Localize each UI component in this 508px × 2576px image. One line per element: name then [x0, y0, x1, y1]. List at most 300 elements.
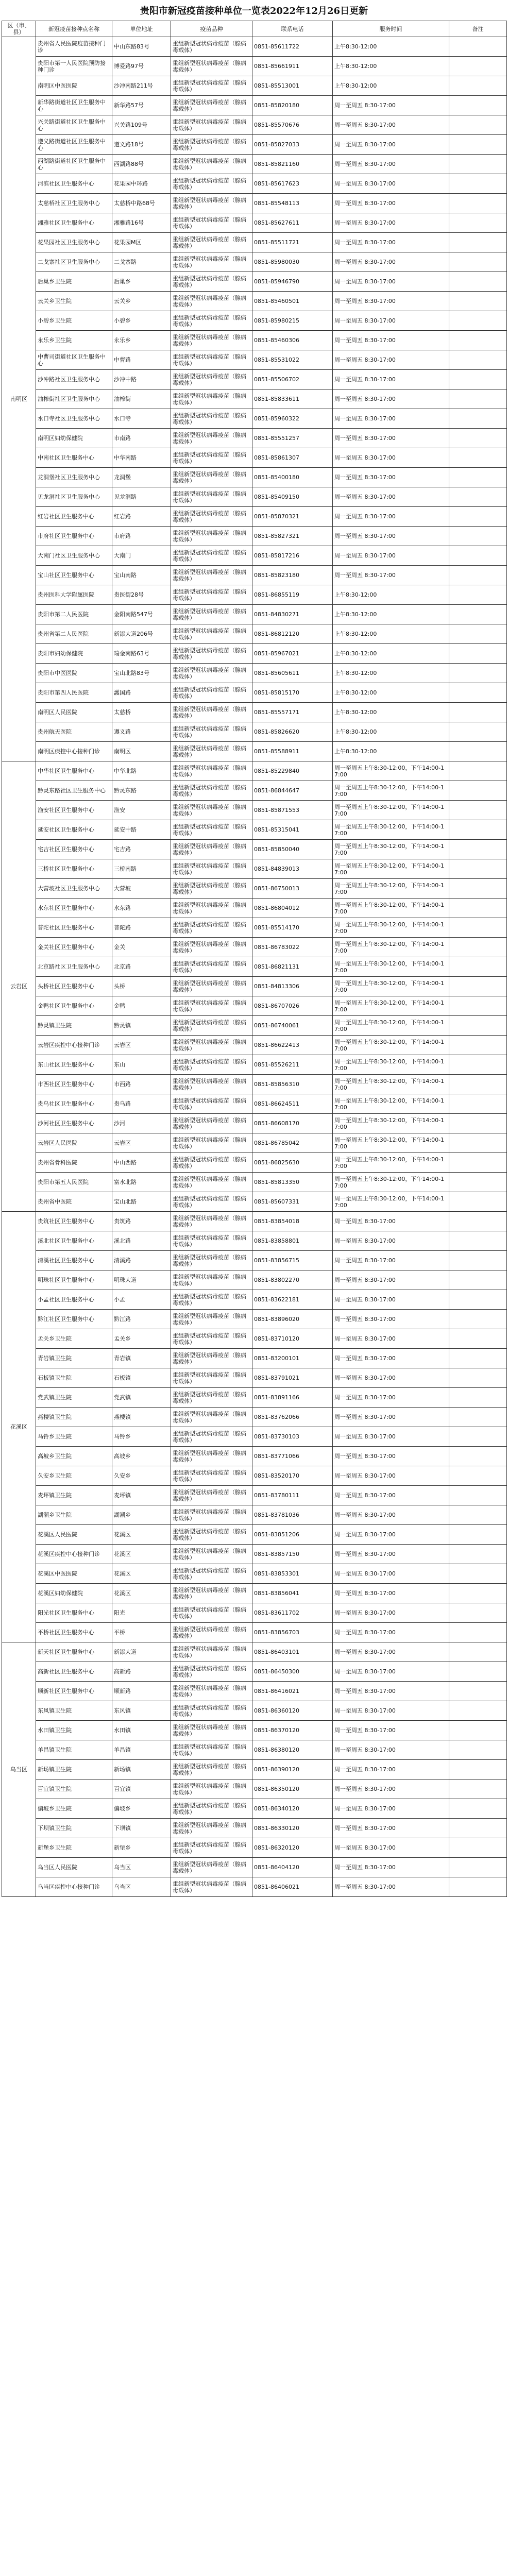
service-time-cell: 周一至周五 8:30-17:00: [333, 1682, 449, 1701]
phone-cell: 0851-83857150: [252, 1545, 333, 1564]
address-cell: 贵乌路: [112, 1094, 171, 1114]
table-row: [2, 370, 507, 389]
phone-cell: 0851-84830271: [252, 605, 333, 624]
address-cell: 红岩路: [112, 507, 171, 527]
vaccine-cell: 重组新型冠状病毒疫苗（腺病毒载体）: [171, 840, 252, 859]
phone-cell: 0851-85815170: [252, 683, 333, 703]
address-cell: 东风镇: [112, 1701, 171, 1721]
table-row: [2, 389, 507, 409]
address-cell: 渔安: [112, 801, 171, 820]
vaccine-cell: 重组新型冠状病毒疫苗（腺病毒载体）: [171, 1780, 252, 1799]
vaccine-cell: 重组新型冠状病毒疫苗（腺病毒载体）: [171, 448, 252, 468]
site-name-cell: 贵州省骨科医院: [36, 1153, 112, 1173]
address-cell: 三桥南路: [112, 859, 171, 879]
vaccine-cell: 重组新型冠状病毒疫苗（腺病毒载体）: [171, 1173, 252, 1192]
site-name-cell: 西湖路街道社区卫生服务中心: [36, 155, 112, 174]
table-row: [2, 1505, 507, 1525]
service-time-cell: 周一至周五上午8:30-12:00，下午14:00-17:00: [333, 957, 449, 977]
note-cell: [449, 1701, 507, 1721]
site-name-cell: 麦坪镇卫生院: [36, 1486, 112, 1505]
address-cell: 護国路: [112, 683, 171, 703]
vaccine-cell: 重组新型冠状病毒疫苗（腺病毒载体）: [171, 468, 252, 487]
header-phone: 联系电话: [252, 21, 333, 37]
phone-cell: 0851-85967021: [252, 644, 333, 664]
site-name-cell: 贵阳市第二人民医院: [36, 605, 112, 624]
vaccine-cell: 重组新型冠状病毒疫苗（腺病毒载体）: [171, 174, 252, 194]
table-row: [2, 859, 507, 879]
site-name-cell: 明珠社区卫生服务中心: [36, 1270, 112, 1290]
service-time-cell: 周一至周五上午8:30-12:00，下午14:00-17:00: [333, 879, 449, 899]
note-cell: [449, 1368, 507, 1388]
site-name-cell: 南明区人民医院: [36, 703, 112, 722]
vaccine-cell: 重组新型冠状病毒疫苗（腺病毒载体）: [171, 1838, 252, 1858]
address-cell: 南明区: [112, 742, 171, 761]
vaccine-cell: 重组新型冠状病毒疫苗（腺病毒载体）: [171, 389, 252, 409]
vaccine-cell: 重组新型冠状病毒疫苗（腺病毒载体）: [171, 605, 252, 624]
site-name-cell: 黔灵东路社区卫生服务中心: [36, 781, 112, 801]
note-cell: [449, 1525, 507, 1545]
address-cell: 新华路57号: [112, 96, 171, 115]
table-row: [2, 1133, 507, 1153]
phone-cell: 0851-83856715: [252, 1251, 333, 1270]
phone-cell: 0851-85531022: [252, 350, 333, 370]
site-name-cell: 贵阳市第四人民医院: [36, 683, 112, 703]
vaccine-cell: 重组新型冠状病毒疫苗（腺病毒载体）: [171, 1662, 252, 1682]
site-name-cell: 偏坡乡卫生院: [36, 1799, 112, 1819]
note-cell: [449, 1662, 507, 1682]
note-cell: [449, 1388, 507, 1408]
note-cell: [449, 1094, 507, 1114]
note-cell: [449, 389, 507, 409]
service-time-cell: 周一至周五上午8:30-12:00，下午14:00-17:00: [333, 977, 449, 996]
address-cell: 遵义路: [112, 722, 171, 742]
phone-cell: 0851-85870321: [252, 507, 333, 527]
service-time-cell: 周一至周五 8:30-17:00: [333, 1368, 449, 1388]
service-time-cell: 周一至周五 8:30-17:00: [333, 1349, 449, 1368]
table-row: [2, 174, 507, 194]
table-row: [2, 605, 507, 624]
service-time-cell: 周一至周五 8:30-17:00: [333, 1858, 449, 1877]
site-name-cell: 马铃乡卫生院: [36, 1427, 112, 1447]
vaccine-cell: 重组新型冠状病毒疫苗（腺病毒载体）: [171, 1545, 252, 1564]
phone-cell: 0851-86750013: [252, 879, 333, 899]
phone-cell: 0851-85817216: [252, 546, 333, 566]
vaccine-cell: 重组新型冠状病毒疫苗（腺病毒载体）: [171, 370, 252, 389]
district-cell: 云岩区: [2, 761, 36, 1212]
address-cell: 湖潮乡: [112, 1505, 171, 1525]
table-row: [2, 252, 507, 272]
table-row: [2, 1701, 507, 1721]
table-row: [2, 272, 507, 292]
vaccine-cell: 重组新型冠状病毒疫苗（腺病毒载体）: [171, 957, 252, 977]
phone-cell: 0851-85980215: [252, 311, 333, 331]
table-row: [2, 1584, 507, 1603]
table-row: [2, 1388, 507, 1408]
address-cell: 花果园M区: [112, 233, 171, 252]
note-cell: [449, 135, 507, 155]
note-cell: [449, 409, 507, 429]
site-name-cell: 花果园社区卫生服务中心: [36, 233, 112, 252]
table-row: [2, 1780, 507, 1799]
service-time-cell: 周一至周五 8:30-17:00: [333, 1212, 449, 1231]
table-row: [2, 585, 507, 605]
address-cell: 明珠大道: [112, 1270, 171, 1290]
address-cell: 沙冲中路: [112, 370, 171, 389]
table-row: [2, 1447, 507, 1466]
phone-cell: 0851-86340120: [252, 1799, 333, 1819]
note-cell: [449, 605, 507, 624]
table-row: [2, 292, 507, 311]
vaccine-cell: 重组新型冠状病毒疫苗（腺病毒载体）: [171, 703, 252, 722]
address-cell: 黔江路: [112, 1310, 171, 1329]
note-cell: [449, 624, 507, 644]
table-row: [2, 1721, 507, 1740]
service-time-cell: 周一至周五 8:30-17:00: [333, 429, 449, 448]
vaccine-cell: 重组新型冠状病毒疫苗（腺病毒载体）: [171, 546, 252, 566]
vaccine-cell: 重组新型冠状病毒疫苗（腺病毒载体）: [171, 1819, 252, 1838]
service-time-cell: 周一至周五 8:30-17:00: [333, 135, 449, 155]
note-cell: [449, 957, 507, 977]
address-cell: 阳光: [112, 1603, 171, 1623]
table-row: [2, 1408, 507, 1427]
vaccine-cell: 重组新型冠状病毒疫苗（腺病毒载体）: [171, 1740, 252, 1760]
address-cell: 中曹路: [112, 350, 171, 370]
table-row: [2, 1251, 507, 1270]
phone-cell: 0851-85661911: [252, 57, 333, 76]
phone-cell: 0851-85400180: [252, 468, 333, 487]
site-name-cell: 金鸭社区卫生服务中心: [36, 996, 112, 1016]
vaccine-cell: 重组新型冠状病毒疫苗（腺病毒载体）: [171, 252, 252, 272]
service-time-cell: 周一至周五 8:30-17:00: [333, 252, 449, 272]
phone-cell: 0851-86380120: [252, 1740, 333, 1760]
site-name-cell: 河滨社区卫生服务中心: [36, 174, 112, 194]
service-time-cell: 周一至周五上午8:30-12:00，下午14:00-17:00: [333, 801, 449, 820]
phone-cell: 0851-85511721: [252, 233, 333, 252]
service-time-cell: 周一至周五上午8:30-12:00，下午14:00-17:00: [333, 938, 449, 957]
site-name-cell: 沙冲路社区卫生服务中心: [36, 370, 112, 389]
vaccine-cell: 重组新型冠状病毒疫苗（腺病毒载体）: [171, 781, 252, 801]
vaccine-cell: 重组新型冠状病毒疫苗（腺病毒载体）: [171, 1036, 252, 1055]
address-cell: 金关: [112, 938, 171, 957]
note-cell: [449, 487, 507, 507]
vaccine-cell: 重组新型冠状病毒疫苗（腺病毒载体）: [171, 1525, 252, 1545]
note-cell: [449, 722, 507, 742]
table-row: [2, 1192, 507, 1212]
service-time-cell: 上午8:30-12:00: [333, 664, 449, 683]
phone-cell: 0851-83896020: [252, 1310, 333, 1329]
address-cell: 市南路: [112, 429, 171, 448]
phone-cell: 0851-83762066: [252, 1408, 333, 1427]
table-row: [2, 194, 507, 213]
site-name-cell: 清溪社区卫生服务中心: [36, 1251, 112, 1270]
note-cell: [449, 1075, 507, 1094]
site-name-cell: 黔江社区卫生服务中心: [36, 1310, 112, 1329]
address-cell: 黔灵东路: [112, 781, 171, 801]
phone-cell: 0851-85820180: [252, 96, 333, 115]
vaccine-cell: 重组新型冠状病毒疫苗（腺病毒载体）: [171, 115, 252, 135]
site-name-cell: 下坝镇卫生院: [36, 1819, 112, 1838]
address-cell: 羊昌镇: [112, 1740, 171, 1760]
note-cell: [449, 1212, 507, 1231]
note-cell: [449, 429, 507, 448]
site-name-cell: 渔安社区卫生服务中心: [36, 801, 112, 820]
vaccine-cell: 重组新型冠状病毒疫苗（腺病毒载体）: [171, 879, 252, 899]
service-time-cell: 周一至周五 8:30-17:00: [333, 331, 449, 350]
service-time-cell: 周一至周五上午8:30-12:00，下午14:00-17:00: [333, 1094, 449, 1114]
table-row: [2, 96, 507, 115]
vaccine-cell: 重组新型冠状病毒疫苗（腺病毒载体）: [171, 918, 252, 938]
address-cell: 湘雅路16号: [112, 213, 171, 233]
phone-cell: 0851-83771066: [252, 1447, 333, 1466]
phone-cell: 0851-86608170: [252, 1114, 333, 1133]
service-time-cell: 周一至周五 8:30-17:00: [333, 350, 449, 370]
table-row: [2, 879, 507, 899]
phone-cell: 0851-86406021: [252, 1877, 333, 1897]
phone-cell: 0851-85617623: [252, 174, 333, 194]
table-row: [2, 820, 507, 840]
service-time-cell: 周一至周五 8:30-17:00: [333, 1780, 449, 1799]
phone-cell: 0851-85827033: [252, 135, 333, 155]
note-cell: [449, 899, 507, 918]
service-time-cell: 周一至周五上午8:30-12:00，下午14:00-17:00: [333, 1055, 449, 1075]
service-time-cell: 周一至周五 8:30-17:00: [333, 1819, 449, 1838]
table-row: [2, 527, 507, 546]
site-name-cell: 中曹司街道社区卫生服务中心: [36, 350, 112, 370]
vaccine-cell: 重组新型冠状病毒疫苗（腺病毒载体）: [171, 1858, 252, 1877]
address-cell: 市西路: [112, 1075, 171, 1094]
table-row: [2, 76, 507, 96]
note-cell: [449, 1780, 507, 1799]
site-name-cell: 湘雅社区卫生服务中心: [36, 213, 112, 233]
note-cell: [449, 1329, 507, 1349]
table-row: [2, 311, 507, 331]
site-name-cell: 湖潮乡卫生院: [36, 1505, 112, 1525]
address-cell: 小碧乡: [112, 311, 171, 331]
address-cell: 青岩镇: [112, 1349, 171, 1368]
service-time-cell: 周一至周五 8:30-17:00: [333, 1545, 449, 1564]
table-row: [2, 1094, 507, 1114]
service-time-cell: 周一至周五 8:30-17:00: [333, 1877, 449, 1897]
service-time-cell: 周一至周五 8:30-17:00: [333, 409, 449, 429]
phone-cell: 0851-85861307: [252, 448, 333, 468]
table-row: [2, 1858, 507, 1877]
address-cell: 麦坪镇: [112, 1486, 171, 1505]
vaccine-cell: 重组新型冠状病毒疫苗（腺病毒载体）: [171, 429, 252, 448]
phone-cell: 0851-83730103: [252, 1427, 333, 1447]
site-name-cell: 南明区中医医院: [36, 76, 112, 96]
table-row: [2, 1036, 507, 1055]
note-cell: [449, 174, 507, 194]
site-name-cell: 南明区妇幼保健院: [36, 429, 112, 448]
service-time-cell: 周一至周五 8:30-17:00: [333, 1466, 449, 1486]
phone-cell: 0851-86450300: [252, 1662, 333, 1682]
vaccine-cell: 重组新型冠状病毒疫苗（腺病毒载体）: [171, 1486, 252, 1505]
phone-cell: 0851-85315041: [252, 820, 333, 840]
vaccine-cell: 重组新型冠状病毒疫苗（腺病毒载体）: [171, 996, 252, 1016]
phone-cell: 0851-85611722: [252, 37, 333, 57]
vaccine-cell: 重组新型冠状病毒疫苗（腺病毒载体）: [171, 722, 252, 742]
table-row: [2, 429, 507, 448]
table-row: [2, 57, 507, 76]
vaccine-cell: 重组新型冠状病毒疫苗（腺病毒载体）: [171, 859, 252, 879]
phone-cell: 0851-85460306: [252, 331, 333, 350]
site-name-cell: 贵阳市妇幼保健院: [36, 644, 112, 664]
vaccine-cell: 重组新型冠状病毒疫苗（腺病毒载体）: [171, 76, 252, 96]
vaccine-cell: 重组新型冠状病毒疫苗（腺病毒载体）: [171, 213, 252, 233]
note-cell: [449, 311, 507, 331]
note-cell: [449, 350, 507, 370]
address-cell: 乌当区: [112, 1877, 171, 1897]
site-name-cell: 花溪区人民医院: [36, 1525, 112, 1545]
site-name-cell: 油榨街社区卫生服务中心: [36, 389, 112, 409]
address-cell: 顺新路: [112, 1682, 171, 1701]
phone-cell: 0851-85856310: [252, 1075, 333, 1094]
site-name-cell: 高坡乡卫生院: [36, 1447, 112, 1466]
table-row: [2, 899, 507, 918]
site-name-cell: 兴关路街道社区卫生服务中心: [36, 115, 112, 135]
site-name-cell: 云岩区疾控中心接种门诊: [36, 1036, 112, 1055]
service-time-cell: 周一至周五 8:30-17:00: [333, 1623, 449, 1642]
phone-cell: 0851-83791021: [252, 1368, 333, 1388]
phone-cell: 0851-85833611: [252, 389, 333, 409]
address-cell: 云岩区: [112, 1036, 171, 1055]
vaccine-cell: 重组新型冠状病毒疫苗（腺病毒载体）: [171, 566, 252, 585]
note-cell: [449, 1545, 507, 1564]
site-name-cell: 宅吉社区卫生服务中心: [36, 840, 112, 859]
address-cell: 下坝镇: [112, 1819, 171, 1838]
service-time-cell: 周一至周五 8:30-17:00: [333, 1290, 449, 1310]
note-cell: [449, 683, 507, 703]
address-cell: 大营坡: [112, 879, 171, 899]
address-cell: 太慈桥中路68号: [112, 194, 171, 213]
phone-cell: 0851-85409150: [252, 487, 333, 507]
table-row: [2, 1114, 507, 1133]
phone-cell: 0851-83851206: [252, 1525, 333, 1545]
phone-cell: 0851-83858801: [252, 1231, 333, 1251]
vaccine-cell: 重组新型冠状病毒疫苗（腺病毒载体）: [171, 899, 252, 918]
note-cell: [449, 1290, 507, 1310]
site-name-cell: 贵州医科大学附属医院: [36, 585, 112, 605]
phone-cell: 0851-85588911: [252, 742, 333, 761]
vaccine-cell: 重组新型冠状病毒疫苗（腺病毒载体）: [171, 1192, 252, 1212]
service-time-cell: 周一至周五上午8:30-12:00，下午14:00-17:00: [333, 1153, 449, 1173]
note-cell: [449, 1838, 507, 1858]
note-cell: [449, 292, 507, 311]
vaccine-cell: 重组新型冠状病毒疫苗（腺病毒载体）: [171, 1408, 252, 1427]
table-row: [2, 487, 507, 507]
note-cell: [449, 1760, 507, 1780]
header-site-name: 新冠疫苗接种点名称: [36, 21, 112, 37]
site-name-cell: 小碧乡卫生院: [36, 311, 112, 331]
site-name-cell: 中南社区卫生服务中心: [36, 448, 112, 468]
vaccine-cell: 重组新型冠状病毒疫苗（腺病毒载体）: [171, 487, 252, 507]
address-cell: 贵医街28号: [112, 585, 171, 605]
phone-cell: 0851-85960322: [252, 409, 333, 429]
service-time-cell: 周一至周五 8:30-17:00: [333, 213, 449, 233]
site-name-cell: 新华路街道社区卫生服务中心: [36, 96, 112, 115]
phone-cell: 0851-83854018: [252, 1212, 333, 1231]
table-row: [2, 977, 507, 996]
table-row: [2, 155, 507, 174]
address-cell: 金鸭: [112, 996, 171, 1016]
service-time-cell: 周一至周五 8:30-17:00: [333, 468, 449, 487]
address-cell: 中山东路83号: [112, 37, 171, 57]
service-time-cell: 周一至周五 8:30-17:00: [333, 546, 449, 566]
address-cell: 水东路: [112, 899, 171, 918]
address-cell: 中华北路: [112, 761, 171, 781]
vaccine-cell: 重组新型冠状病毒疫苗（腺病毒载体）: [171, 1349, 252, 1368]
site-name-cell: 市府社区卫生服务中心: [36, 527, 112, 546]
address-cell: 富水北路: [112, 1173, 171, 1192]
table-row: [2, 1055, 507, 1075]
phone-cell: 0851-85229840: [252, 761, 333, 781]
vaccine-cell: 重组新型冠状病毒疫苗（腺病毒载体）: [171, 57, 252, 76]
phone-cell: 0851-85871553: [252, 801, 333, 820]
address-cell: 久安乡: [112, 1466, 171, 1486]
table-row: [2, 213, 507, 233]
site-name-cell: 贵阳市中医医院: [36, 664, 112, 683]
table-row: [2, 1642, 507, 1662]
vaccine-cell: 重组新型冠状病毒疫苗（腺病毒载体）: [171, 938, 252, 957]
address-cell: 贵筑路: [112, 1212, 171, 1231]
note-cell: [449, 37, 507, 57]
address-cell: 宝山北路83号: [112, 664, 171, 683]
service-time-cell: 周一至周五 8:30-17:00: [333, 1270, 449, 1290]
address-cell: 溪北路: [112, 1231, 171, 1251]
note-cell: [449, 1740, 507, 1760]
service-time-cell: 周一至周五 8:30-17:00: [333, 566, 449, 585]
table-row: [2, 1173, 507, 1192]
phone-cell: 0851-83856041: [252, 1584, 333, 1603]
address-cell: 水田镇: [112, 1721, 171, 1740]
vaccine-cell: 重组新型冠状病毒疫苗（腺病毒载体）: [171, 1114, 252, 1133]
vaccine-cell: 重组新型冠状病毒疫苗（腺病毒载体）: [171, 1701, 252, 1721]
note-cell: [449, 781, 507, 801]
site-name-cell: 平桥社区卫生服务中心: [36, 1623, 112, 1642]
vaccine-cell: 重组新型冠状病毒疫苗（腺病毒载体）: [171, 1055, 252, 1075]
vaccine-cell: 重组新型冠状病毒疫苗（腺病毒载体）: [171, 1877, 252, 1897]
table-row: [2, 1368, 507, 1388]
vaccine-cell: 重组新型冠状病毒疫苗（腺病毒载体）: [171, 820, 252, 840]
service-time-cell: 周一至周五 8:30-17:00: [333, 174, 449, 194]
note-cell: [449, 1055, 507, 1075]
service-time-cell: 上午8:30-12:00: [333, 644, 449, 664]
note-cell: [449, 1408, 507, 1427]
service-time-cell: 周一至周五 8:30-17:00: [333, 370, 449, 389]
note-cell: [449, 1270, 507, 1290]
service-time-cell: 上午8:30-12:00: [333, 585, 449, 605]
address-cell: 兴关路109号: [112, 115, 171, 135]
address-cell: 花溪区: [112, 1545, 171, 1564]
note-cell: [449, 1721, 507, 1740]
site-name-cell: 三桥社区卫生服务中心: [36, 859, 112, 879]
table-row: [2, 781, 507, 801]
vaccine-cell: 重组新型冠状病毒疫苗（腺病毒载体）: [171, 1310, 252, 1329]
table-row: [2, 1603, 507, 1623]
service-time-cell: 上午8:30-12:00: [333, 742, 449, 761]
site-name-cell: 贵阳市第五人民医院: [36, 1173, 112, 1192]
site-name-cell: 云关乡卫生院: [36, 292, 112, 311]
table-row: [2, 1877, 507, 1897]
district-cell: 乌当区: [2, 1642, 36, 1897]
address-cell: 中山西路: [112, 1153, 171, 1173]
table-row: [2, 1329, 507, 1349]
vaccine-cell: 重组新型冠状病毒疫苗（腺病毒载体）: [171, 155, 252, 174]
vaccine-cell: 重组新型冠状病毒疫苗（腺病毒载体）: [171, 1505, 252, 1525]
note-cell: [449, 938, 507, 957]
phone-cell: 0851-83622181: [252, 1290, 333, 1310]
phone-cell: 0851-83802270: [252, 1270, 333, 1290]
